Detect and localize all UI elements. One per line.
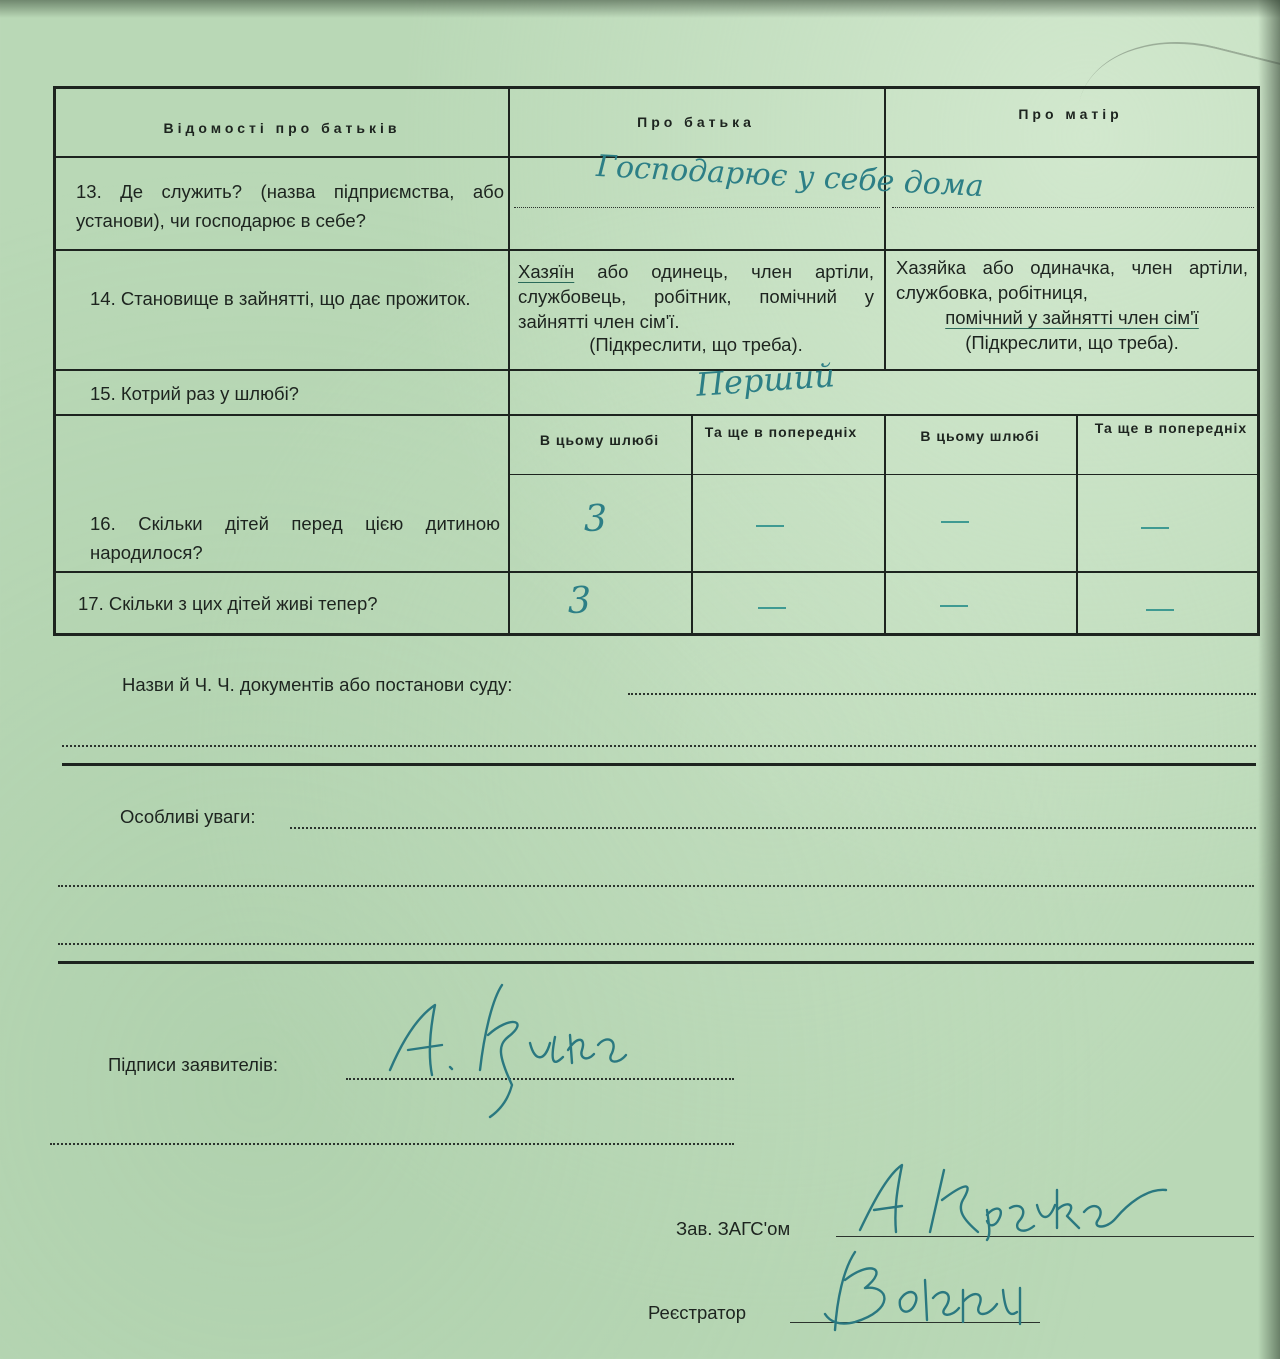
- head-signature: [852, 1150, 1192, 1245]
- parents-info-table: [53, 86, 1260, 636]
- section-divider-1: [62, 763, 1256, 766]
- mother-children-previous-dash: [1141, 527, 1169, 529]
- father-children-previous-dash: [756, 525, 784, 527]
- header-parents-info: Відомості про батьків: [163, 120, 401, 136]
- question-14: 14. Становище в зайнятті, що дає прожиток.: [90, 288, 471, 309]
- question-15: 15. Котрий раз у шлюбі?: [90, 383, 299, 404]
- father-note: (Підкреслити, що треба).: [589, 334, 803, 355]
- father-children-in-marriage: 3: [584, 499, 607, 540]
- mother-occupation-options: Хазяйка або одиначка, член артіли, службовка, робітниця,: [896, 257, 1248, 303]
- remarks-label: Особливі уваги:: [120, 806, 256, 827]
- documents-line-2: [62, 745, 1256, 747]
- answer-15-handwritten: Перший: [694, 356, 837, 404]
- applicants-line-2: [50, 1143, 734, 1145]
- scan-shadow-right: [1258, 0, 1280, 1359]
- mother-alive-previous-dash: [1146, 609, 1174, 611]
- applicant-signature: [380, 975, 660, 1130]
- subheader-father-previous: Та ще в попередніх: [704, 424, 858, 440]
- father-occupation-options: [518, 259, 874, 334]
- section-divider-2: [58, 961, 1254, 964]
- question-16: 16. Скільки дітей перед цією дитиною народилося?: [90, 513, 500, 563]
- head-label: Зав. ЗАГС'ом: [676, 1218, 791, 1239]
- father-option-selected: Хазяїн: [518, 261, 575, 282]
- mother-note: (Підкреслити, що треба).: [965, 332, 1179, 353]
- father-children-alive: 3: [568, 581, 591, 622]
- mother-children-in-marriage-dash: [941, 521, 969, 523]
- father-option-rest: або одинець, член артіли, службовець, робітник, помічний у зайнятті член сім'ї.: [518, 261, 874, 332]
- header-father: Про батька: [637, 114, 755, 130]
- applicants-label: Підписи заявителів:: [108, 1054, 279, 1075]
- documents-label: Назви й Ч. Ч. документів або постанови суду:: [122, 674, 513, 695]
- remarks-line-3: [58, 943, 1254, 945]
- subheader-mother-in-marriage: В цьому шлюбі: [920, 428, 1040, 444]
- mother-option-selected: помічний у зайнятті член сім'ї: [945, 307, 1199, 328]
- scan-shadow-top: [0, 0, 1280, 18]
- registrar-label: Реєстратор: [648, 1302, 746, 1323]
- question-13: 13. Де служить? (назва підприємства, або установи), чи господарює в себе?: [76, 181, 504, 231]
- remarks-line-2: [58, 885, 1254, 887]
- father-alive-previous-dash: [758, 607, 786, 609]
- answer-13-handwritten: Господарює у себе дома: [595, 148, 985, 205]
- documents-line-1: [628, 693, 1256, 695]
- mother-alive-in-marriage-dash: [940, 605, 968, 607]
- header-mother: Про матір: [1018, 106, 1123, 122]
- subheader-father-in-marriage: В цьому шлюбі: [539, 432, 660, 448]
- question-17: 17. Скільки з цих дітей живі тепер?: [78, 593, 378, 614]
- registrar-signature: [815, 1240, 1045, 1345]
- remarks-line-1: [290, 827, 1256, 829]
- subheader-mother-previous: Та ще в попередніх: [1094, 420, 1248, 436]
